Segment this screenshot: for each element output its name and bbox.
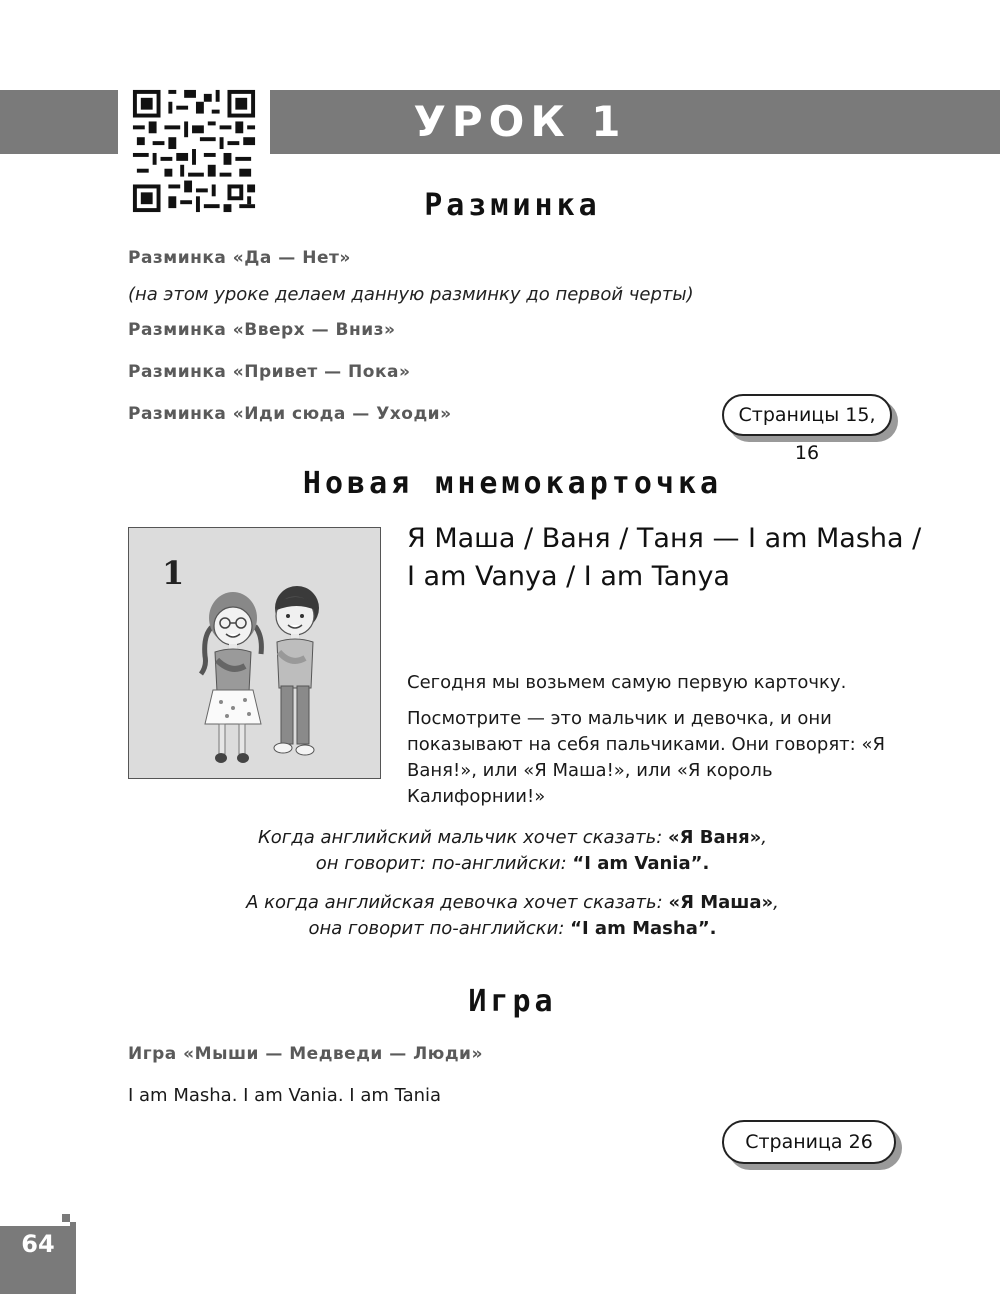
warmup-heading: Разминка <box>424 188 601 223</box>
explain-boy-text-a: Когда английский мальчик хочет сказать: <box>258 827 663 848</box>
warmup-item-hello-bye: Разминка «Привет — Пока» <box>128 362 411 382</box>
girl-figure <box>201 592 261 763</box>
card-number: 1 <box>162 554 185 592</box>
warmup-item-come-go: Разминка «Иди сюда — Уходи» <box>128 404 452 424</box>
boy-figure <box>274 586 319 755</box>
explain-boy-ru: «Я Ваня» <box>668 827 762 848</box>
explain-boy-text-b: он говорит: по-английски: <box>315 853 567 874</box>
new-card-heading: Новая мнемокарточка <box>302 466 723 501</box>
game-text: I am Masha. I am Vania. I am Tania <box>128 1085 442 1106</box>
lesson-title: УРОК 1 <box>413 97 627 146</box>
card-paragraph-2: Посмотрите — это мальчик и девочка, и они показывают на себя пальчиками. Они говорят: «Я Ваня!», или «Я Маша!», или «Я король Калифорнии!» <box>407 708 885 807</box>
warmup-item-yes-no: Разминка «Да — Нет» <box>128 248 351 268</box>
warmup-item-up-down: Разминка «Вверх — Вниз» <box>128 320 396 340</box>
explain-boy-en: “I am Vania” <box>572 853 703 874</box>
explain-girl: А когда английская девочка хочет сказать: «Я Маша», она говорит по-английски: “I am Masha”. <box>246 892 779 939</box>
explain-girl-text-a: А когда английская девочка хочет сказать: <box>246 892 663 913</box>
explain-girl-ru: «Я Маша» <box>668 892 774 913</box>
explain-girl-text-b: она говорит по-английски: <box>308 918 565 939</box>
mnemonic-card <box>128 527 381 779</box>
explain-girl-en: “I am Masha” <box>570 918 710 939</box>
children-illustration <box>169 568 359 778</box>
warmup-note: (на этом уроке делаем данную разминку до первой черты) <box>128 284 694 305</box>
game-pages-badge: Страница 26 <box>722 1120 896 1164</box>
game-label: Игра «Мыши — Медведи — Люди» <box>128 1044 483 1064</box>
page-number: 64 <box>21 1230 55 1258</box>
header-band-left <box>0 90 118 154</box>
explain-boy: Когда английский мальчик хочет сказать: «Я Ваня», он говорит: по-английски: “I am Vania”. <box>258 827 767 874</box>
warmup-pages-badge: Страницы 15, 16 <box>722 394 892 436</box>
card-phrase: Я Маша / Ваня / Таня — I am Masha / I am Vanya / I am Tanya <box>407 523 922 592</box>
card-paragraph-1: Сегодня мы возьмем самую первую карточку. <box>407 672 847 693</box>
page-tab-pixel <box>62 1214 70 1222</box>
game-heading: Игра <box>468 984 557 1019</box>
